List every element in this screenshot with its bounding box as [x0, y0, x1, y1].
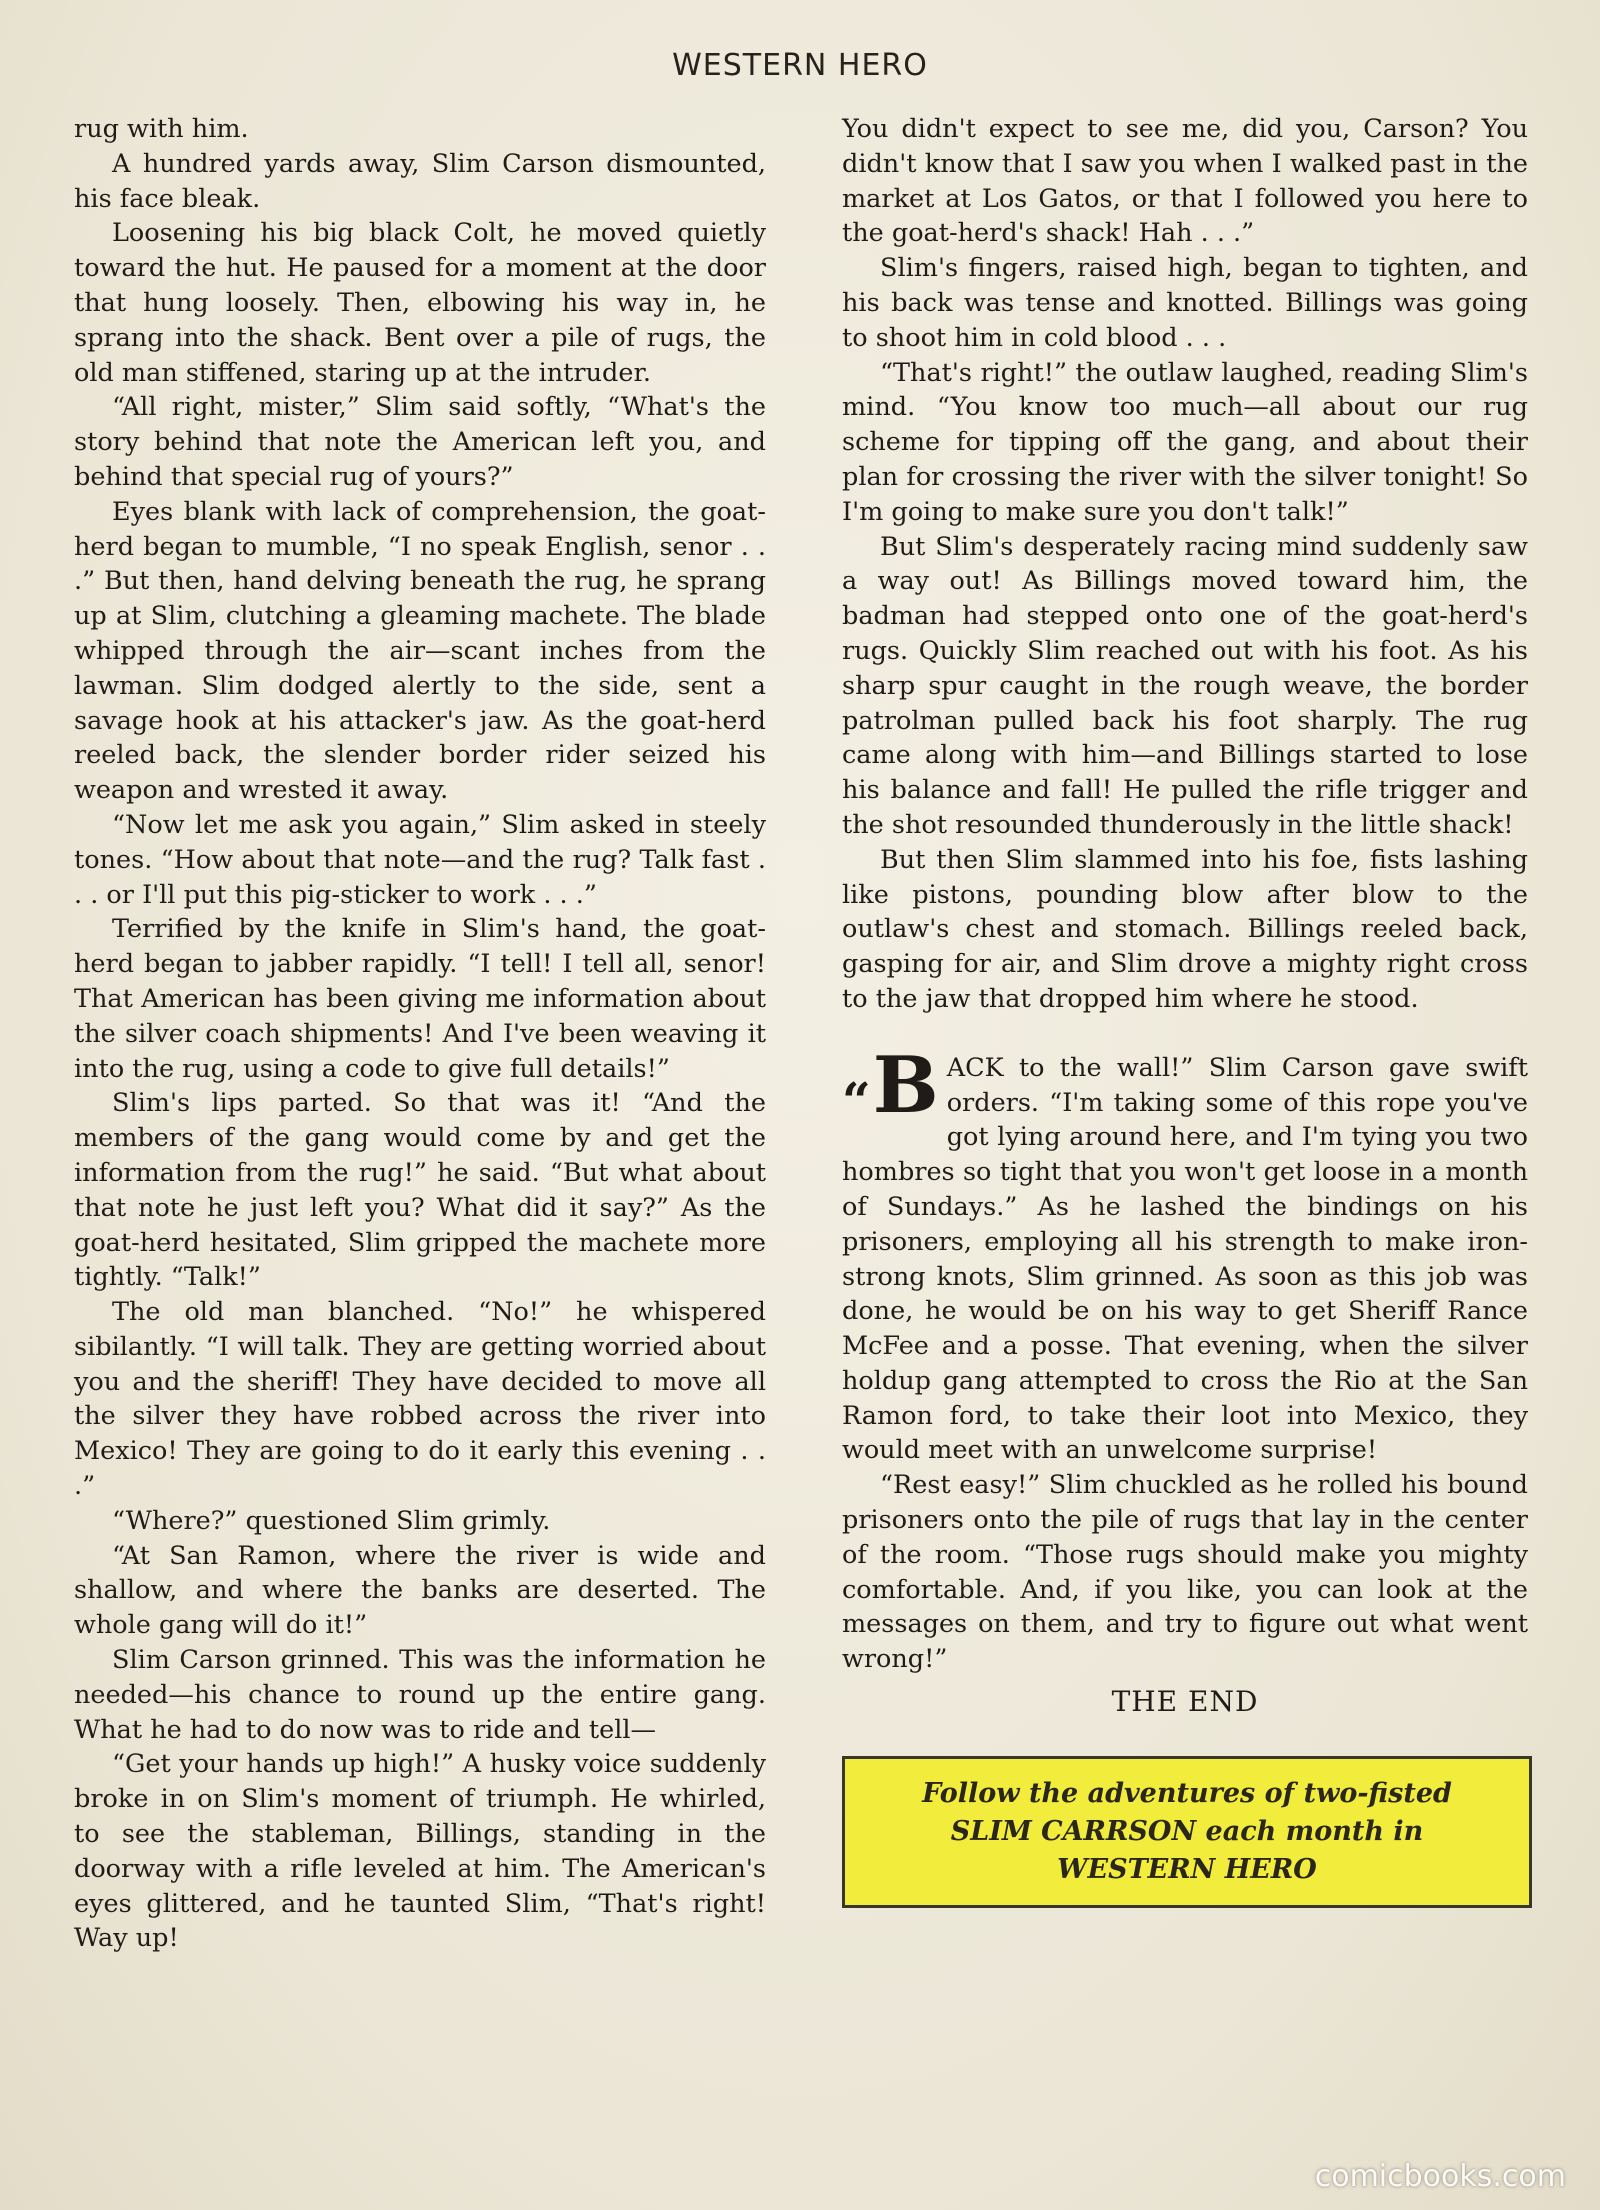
paragraph: “Rest easy!” Slim chuckled as he rolled his bound prisoners onto the pile of rugs that lay in the center of the room. “Those rugs should make you mighty comfortable. And, if you like, you can look at the messages on them, and try to figure out what went wrong!”	[842, 1470, 1528, 1675]
paragraph: A hundred yards away, Slim Carson dismounted, his face bleak.	[74, 148, 766, 214]
paragraph: Slim's lips parted. So that was it! “And the members of the gang would come by and get the information from the rug!” he said. “But what about that note he just left you? What did it say?” As the goat-herd hesitated, Slim gripped the machete more tightly. “Talk!”	[74, 1088, 766, 1293]
paragraph: “Get your hands up high!” A husky voice suddenly broke in on Slim's moment of triumph. He whirled, to see the stableman, Billings, standing in the doorway with a rifle leveled at him. The American's eyes glittered, and he taunted Slim, “That's right! Way up!	[74, 1749, 766, 1954]
paragraph: “That's right!” the outlaw laughed, reading Slim's mind. “You know too much—all about our rug scheme for tipping off the gang, and about their plan for crossing the river with the silver tonight! So I'm going to make sure you don't talk!”	[842, 357, 1528, 527]
section-spacer	[842, 1017, 1528, 1051]
drop-cap-letter: B	[872, 1039, 939, 1131]
promo-box	[842, 1756, 1532, 1908]
paragraph: The old man blanched. “No!” he whispered sibilantly. “I will talk. They are getting worried about you and the sheriff! They have decided to move all the silver they have robbed across the river into Mexico! They are going to do it early this evening . . .”	[74, 1297, 766, 1502]
paragraph: You didn't expect to see me, did you, Carson? You didn't know that I saw you when I walked past in the market at Los Gatos, or that I followed you here to the goat-herd's shack! Hah . . .”	[842, 114, 1528, 249]
paragraph: “Where?” questioned Slim grimly.	[112, 1505, 551, 1536]
section-opening-paragraph	[842, 1039, 1528, 1469]
running-head: WESTERN HERO	[672, 48, 928, 83]
left-column	[74, 112, 766, 1956]
paragraph: “Now let me ask you again,” Slim asked in steely tones. “How about that note—and the rug? Talk fast . . . or I'll put this pig-sticker to work . . .”	[74, 809, 766, 910]
promo-line: SLIM CARRSON each month in	[950, 1815, 1424, 1847]
promo-line: Follow the adventures of two-fisted	[922, 1777, 1452, 1809]
paragraph: rug with him.	[74, 114, 249, 144]
paragraph: “All right, mister,” Slim said softly, “What's the story behind that note the American left you, and behind that special rug of yours?”	[74, 392, 766, 492]
paragraph: But Slim's desperately racing mind suddenly saw a way out! As Billings moved toward him, the badman had stepped onto one of the goat-herd's rugs. Quickly Slim reached out with his foot. As his sharp spur caught in the rough weave, the border patrolman pulled back his foot sharply. The rug came along with him—and Billings started to lose his balance and fall! He pulled the rifle trigger and the shot resounded thunderously in the little shack!	[842, 531, 1528, 840]
promo-line: WESTERN HERO	[1057, 1853, 1317, 1885]
the-end-label: THE END	[1111, 1685, 1259, 1719]
paragraph: Slim's fingers, raised high, began to tighten, and his back was tense and knotted. Billings was going to shoot him in cold blood . . .	[842, 253, 1528, 353]
drop-cap-quote: “	[842, 1070, 871, 1130]
section-opening-text: ACK to the wall!” Slim Carson gave swift orders. “I'm taking some of this rope you've got lying around here, and I'm tying you two hombres so tight that you won't get loose in a month of Sundays.” As he lashed the bindings on his prisoners, employing all his strength to make iron-strong knots, Slim grinned. As soon as this job was done, he would be on his way to get Sheriff Rance McFee and a posse. That evening, when the silver holdup gang attempted to cross the Rio at the San Ramon ford, to take their loot into Mexico, they would meet with an unwelcome surprise!	[842, 1052, 1528, 1466]
paragraph: But then Slim slammed into his foe, fists lashing like pistons, pounding blow after blow to the outlaw's chest and stomach. Billings reeled back, gasping for air, and Slim drove a mighty right cross to the jaw that dropped him where he stood.	[842, 844, 1528, 1014]
paragraph: Terrified by the knife in Slim's hand, the goat-herd began to jabber rapidly. “I tell! I tell all, senor! That American has been giving me information about the silver coach shipments! And I've been weaving it into the rug, using a code to give full details!”	[74, 914, 766, 1084]
paragraph: Eyes blank with lack of comprehension, the goat-herd began to mumble, “I no speak English, senor . . .” But then, hand delving beneath the rug, he sprang up at Slim, clutching a gleaming machete. The blade whipped through the air—scant inches from the lawman. Slim dodged alertly to the side, sent a savage hook at his attacker's jaw. As the goat-herd reeled back, the slender border rider seized his weapon and wrested it away.	[74, 496, 766, 806]
paragraph: “At San Ramon, where the river is wide and shallow, and where the banks are deserted. The whole gang will do it!”	[74, 1540, 766, 1641]
paragraph: Loosening his big black Colt, he moved quietly toward the hut. He paused for a moment at the door that hung loosely. Then, elbowing his way in, he sprang into the shack. Bent over a pile of rugs, the old man stiffened, staring up at the intruder.	[74, 218, 766, 388]
right-column	[842, 112, 1528, 1908]
paragraph: Slim Carson grinned. This was the information he needed—his chance to round up the entire gang. What he had to do now was to ride and tell—	[74, 1645, 766, 1745]
watermark: comicbooks.com	[1314, 2159, 1566, 2194]
drop-cap	[842, 1039, 939, 1131]
